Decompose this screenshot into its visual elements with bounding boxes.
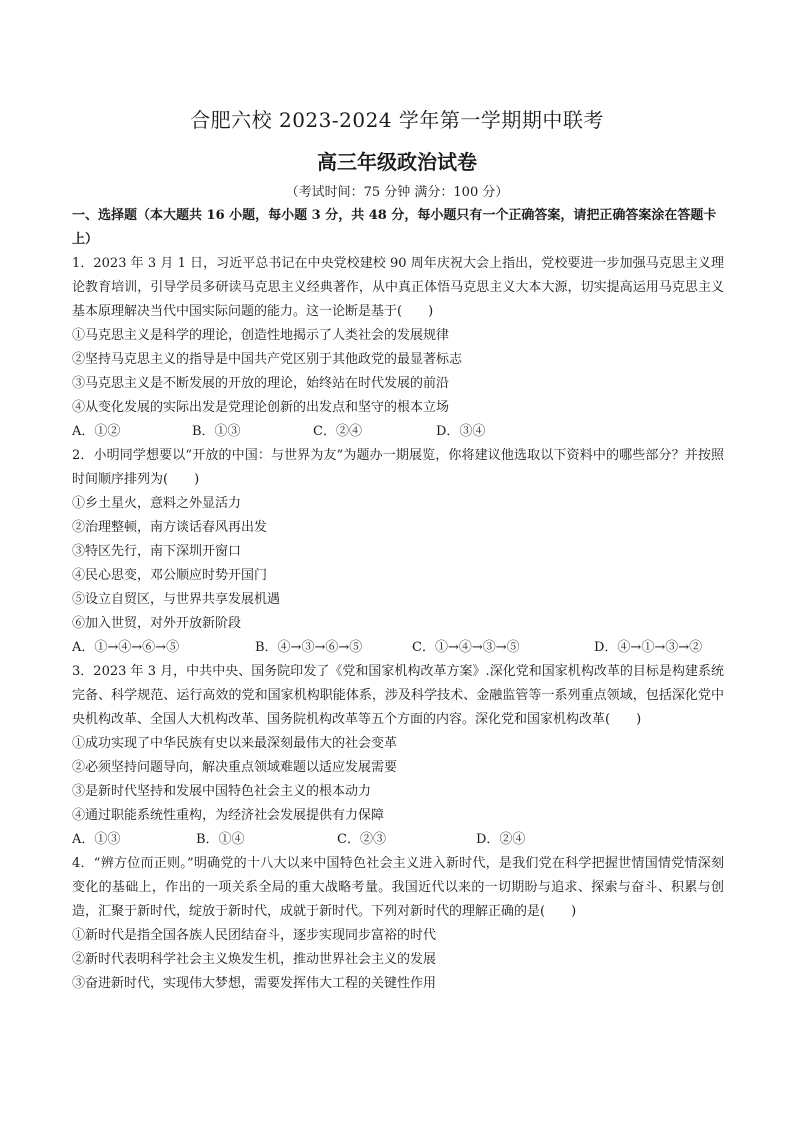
statement-option: ⑥加入世贸，对外开放新阶段 <box>72 616 242 631</box>
question-stem: 2．小明同学想要以“开放的中国：与世界为友”为题办一期展览，你将建议他选取以下资料中的哪些部分？并按照时间顺序排列为( ) <box>72 448 724 487</box>
choice-d: D．②④ <box>476 832 526 847</box>
choice-c: C．②④ <box>313 424 362 439</box>
statement-option: ②坚持马克思主义的指导是中国共产党区别于其他政党的最显著标志 <box>72 352 463 367</box>
choice-a: A．①→④→⑥→⑤ <box>72 640 180 655</box>
choice-b: B．④→③→⑥→⑤ <box>255 640 363 655</box>
statement-option: ③奋进新时代，实现伟大梦想，需要发挥伟大工程的关键性作用 <box>72 976 437 991</box>
question-1 <box>72 252 724 444</box>
statement-option: ④民心思变，邓公顺应时势开国门 <box>72 568 268 583</box>
answer-choices <box>72 636 724 660</box>
answer-choices <box>72 420 724 444</box>
statement-option: ①新时代是指全国各族人民团结奋斗，逐步实现同步富裕的时代 <box>72 928 437 943</box>
exam-title: 合肥六校 2023-2024 学年第一学期期中联考 <box>190 108 604 132</box>
question-3 <box>72 660 724 852</box>
choice-d: D．③④ <box>436 424 486 439</box>
statement-option: ②必须坚持问题导向，解决重点领域难题以适应发展需要 <box>72 760 398 775</box>
question-stem: 1．2023 年 3 月 1 日，习近平总书记在中央党校建校 90 周年庆祝大会上指出，党校要进一步加强马克思主义理论教育培训，引导学员多研读马克思主义经典著作，从中真正体悟马克思主义大本大源，切实提高运用马克思主义基本原理解决当代中国实际问题的能力。这一论断是基于( ) <box>72 256 724 319</box>
choice-c: C．①→④→③→⑤ <box>412 640 520 655</box>
statement-option: ②新时代表明科学社会主义焕发生机，推动世界社会主义的发展 <box>72 952 437 967</box>
question-4 <box>72 852 724 996</box>
choice-d: D．④→①→③→② <box>594 640 703 655</box>
exam-subtitle: 高三年级政治试卷 <box>317 150 477 174</box>
choice-a: A．①③ <box>72 832 121 847</box>
statement-option: ④通过职能系统性重构，为经济社会发展提供有力保障 <box>72 808 385 823</box>
answer-choices <box>72 828 724 852</box>
statement-option: ③是新时代坚持和发展中国特色社会主义的根本动力 <box>72 784 372 799</box>
question-stem: 4．“辨方位而正则。”明确党的十八大以来中国特色社会主义进入新时代，是我们党在科学把握世情国情党情深刻变化的基础上，作出的一项关系全局的重大战略考量。我国近代以来的一切期盼与追求、探索与奋斗、积累与创造，汇聚于新时代，绽放于新时代，成就于新时代。下列对新时代的理解正确的是( ) <box>72 856 724 919</box>
exam-info: （考试时间：75 分钟 满分：100 分） <box>285 185 509 200</box>
choice-c: C．②③ <box>337 832 386 847</box>
choice-b: B．①③ <box>192 424 241 439</box>
statement-option: ③特区先行，南下深圳开窗口 <box>72 544 242 559</box>
statement-option: ⑤设立自贸区，与世界共享发展机遇 <box>72 592 281 607</box>
question-2 <box>72 444 724 660</box>
statement-option: ④从变化发展的实际出发是党理论创新的出发点和坚守的根本立场 <box>72 400 450 415</box>
statement-option: ①乡土星火，意料之外显活力 <box>72 496 242 511</box>
statement-option: ②治理整顿，南方谈话春风再出发 <box>72 520 268 535</box>
statement-option: ①马克思主义是科学的理论，创造性地揭示了人类社会的发展规律 <box>72 328 450 343</box>
statement-option: ①成功实现了中华民族有史以来最深刻最伟大的社会变革 <box>72 736 398 751</box>
choice-b: B．①④ <box>196 832 245 847</box>
statement-option: ③马克思主义是不断发展的开放的理论，始终站在时代发展的前沿 <box>72 376 450 391</box>
question-stem: 3．2023 年 3 月，中共中央、国务院印发了《党和国家机构改革方案》.深化党和国家机构改革的目标是构建系统完备、科学规范、运行高效的党和国家机构职能体系，涉及科学技术、金融监管等一系列重点领域，包括深化党中央机构改革、全国人大机构改革、国务院机构改革等五个方面的内容。深化党和国家机构改革( ) <box>72 664 724 727</box>
section-heading: 一、选择题（本大题共 16 小题，每小题 3 分，共 48 分，每小题只有一个正确答案，请把正确答案涂在答题卡上） <box>72 208 717 247</box>
exam-content <box>72 204 724 996</box>
choice-a: A．①② <box>72 424 121 439</box>
